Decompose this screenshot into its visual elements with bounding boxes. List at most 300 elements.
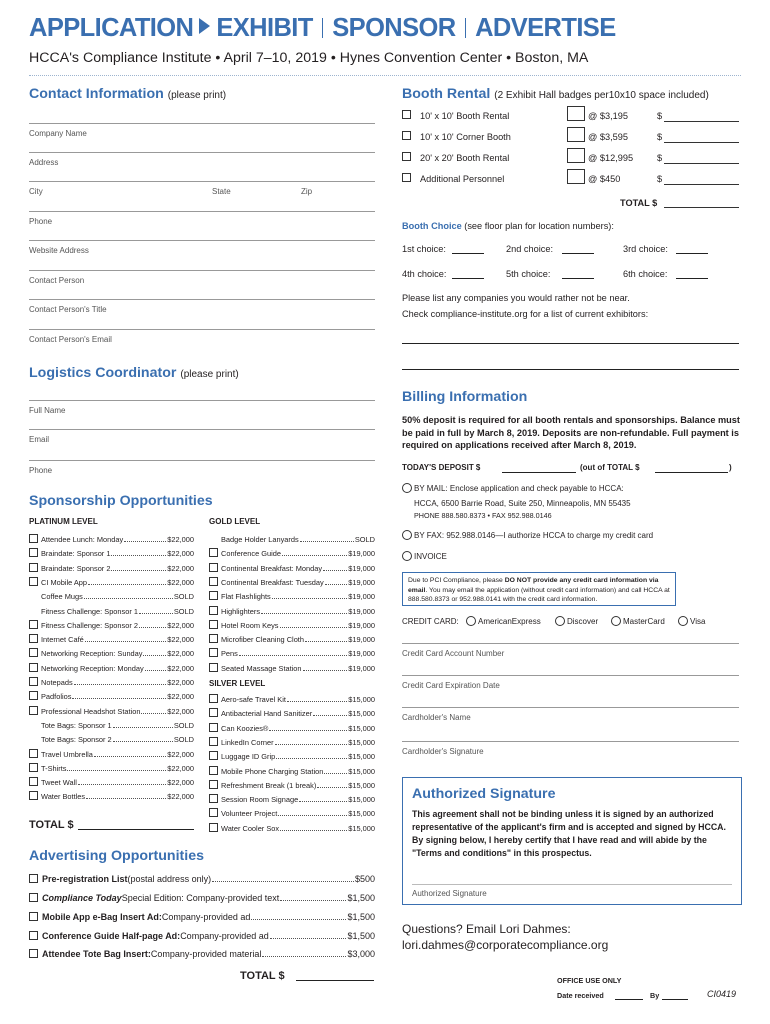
invoice-label: INVOICE: [414, 552, 447, 561]
sponsorship-checkbox[interactable]: [209, 634, 218, 643]
sponsorship-item: [221, 795, 375, 804]
sponsorship-item-price: $22,000: [167, 706, 194, 716]
sponsorship-item-price: $15,000: [348, 766, 375, 776]
sponsorship-item: [41, 564, 194, 573]
booth-near-text-1: Please list any companies you would rather not be near.: [402, 293, 630, 303]
sponsorship-checkbox[interactable]: [29, 663, 38, 672]
sponsorship-item-name: Fitness Challenge: Sponsor 2: [41, 620, 138, 630]
advertising-item-price: $1,500: [347, 912, 375, 922]
sponsorship-checkbox[interactable]: [29, 534, 38, 543]
booth-dollar-sign: $: [657, 132, 663, 142]
sponsorship-item-name: Continental Breakfast: Tuesday: [221, 577, 324, 587]
sponsorship-item-name: Water Cooler Sox: [221, 823, 280, 833]
sponsorship-item: [41, 792, 194, 801]
sponsorship-item-price: $15,000: [348, 723, 375, 733]
contact-person-s-title-label: Contact Person's Title: [29, 305, 107, 314]
sponsorship-checkbox[interactable]: [209, 663, 218, 672]
sponsorship-item: [41, 578, 194, 587]
sponsorship-item: [41, 778, 194, 787]
sponsorship-item: [41, 592, 194, 601]
sponsorship-item-name: Hotel Room Keys: [221, 620, 279, 630]
americanexpress-radio[interactable]: [466, 616, 476, 626]
address-field[interactable]: [29, 152, 375, 153]
arrow-right-icon: [199, 18, 210, 34]
sponsorship-item-name: Highlighters: [221, 606, 261, 616]
sponsorship-item-price: $22,000: [167, 549, 194, 559]
sponsorship-item: [221, 781, 375, 790]
sponsorship-item: [41, 635, 194, 644]
sponsorship-item-name: Volunteer Project: [221, 809, 278, 819]
advertising-item-bold: Attendee Tote Bag Insert:: [42, 949, 151, 959]
sponsorship-item: [221, 824, 375, 833]
cardholder-s-signature-label: Cardholder's Signature: [402, 747, 484, 756]
contact-person-s-email-field[interactable]: [29, 329, 375, 330]
sponsorship-checkbox[interactable]: [209, 823, 218, 832]
sponsorship-item: [221, 564, 375, 573]
sponsorship-item-name: Networking Reception: Sunday: [41, 649, 143, 659]
booth-amount-field[interactable]: [664, 142, 739, 143]
event-subtitle: HCCA's Compliance Institute • April 7–10, 2019 • Hynes Convention Center • Boston, MA: [29, 50, 589, 66]
booth-choice-label: 1st choice:: [402, 244, 446, 254]
sponsorship-item: [41, 549, 194, 558]
sponsorship-item: [41, 692, 194, 701]
sponsorship-checkbox[interactable]: [29, 577, 38, 586]
header-divider: [29, 75, 741, 76]
sponsorship-item: [221, 724, 375, 733]
sponsorship-checkbox[interactable]: [209, 694, 218, 703]
hcca-phone-fax: PHONE 888.580.8373 • FAX 952.988.0146: [414, 511, 552, 520]
sponsorship-checkbox[interactable]: [29, 749, 38, 758]
sponsorship-item-name: LinkedIn Corner: [221, 737, 274, 747]
phone-label: Phone: [29, 217, 53, 226]
advertising-item-desc: Company-provided ad: [180, 931, 269, 941]
sponsorship-total-label: TOTAL $: [29, 819, 74, 831]
sponsorship-item-price: $22,000: [167, 635, 194, 645]
booth-section-title: Booth Rental (2 Exhibit Hall badges per10x10 space included): [402, 86, 709, 102]
advertising-checkbox[interactable]: [29, 949, 38, 958]
signature-label: Authorized Signature: [412, 889, 487, 898]
cardholder-s-name-label: Cardholder's Name: [402, 713, 471, 722]
website-address-label: Website Address: [29, 246, 89, 255]
sponsorship-checkbox[interactable]: [209, 751, 218, 760]
booth-item-price: @ $12,995: [588, 153, 634, 163]
sponsorship-item: [221, 752, 375, 761]
sponsorship-item-name: Tote Bags: Sponsor 1: [41, 720, 112, 730]
sponsorship-item: [221, 549, 375, 558]
booth-quantity-box[interactable]: [567, 106, 585, 121]
logistics-full-name-field[interactable]: [29, 400, 375, 401]
sponsorship-item-price: $15,000: [348, 737, 375, 747]
sponsorship-item-name: Continental Breakfast: Monday: [221, 563, 323, 573]
contact-person-s-email-label: Contact Person's Email: [29, 335, 112, 344]
sponsorship-checkbox[interactable]: [209, 548, 218, 557]
sponsorship-item-price: $19,000: [348, 620, 375, 630]
near-field-1[interactable]: [402, 343, 739, 344]
sponsorship-item: [41, 535, 194, 544]
out-of-total-label: (out of TOTAL $: [580, 463, 640, 472]
date-received-label: Date received: [557, 991, 604, 1000]
logistics-phone-field[interactable]: [29, 460, 375, 461]
booth-amount-field[interactable]: [664, 184, 739, 185]
signature-title: Authorized Signature: [412, 786, 556, 802]
sponsorship-item: [41, 721, 194, 730]
sponsorship-item-name: Fitness Challenge: Sponsor 1: [41, 606, 138, 616]
sponsorship-checkbox[interactable]: [209, 577, 218, 586]
booth-dollar-sign: $: [657, 174, 663, 184]
advertising-item-bold: Mobile App e-Bag Insert Ad:: [42, 912, 162, 922]
near-field-2[interactable]: [402, 369, 739, 370]
booth-item-checkbox[interactable]: [402, 152, 411, 161]
booth-quantity-box[interactable]: [567, 169, 585, 184]
sponsorship-item-price: SOLD: [173, 735, 194, 745]
out-of-total-field[interactable]: [655, 472, 728, 473]
signature-field[interactable]: [412, 884, 732, 885]
sponsorship-item-price: SOLD: [354, 535, 375, 544]
sponsorship-item-price: $22,000: [167, 620, 194, 630]
credit-card-label: CREDIT CARD:: [402, 617, 459, 626]
sponsorship-item: [41, 735, 194, 744]
sponsorship-item: [41, 750, 194, 759]
sponsorship-item: [41, 649, 194, 658]
advertising-item-desc: Special Edition: Company-provided text: [121, 893, 280, 903]
advertising-item-bold: Conference Guide Half-page Ad:: [42, 931, 181, 941]
logistics-email-label: Email: [29, 435, 50, 444]
invoice-radio[interactable]: [402, 551, 412, 561]
sponsorship-checkbox[interactable]: [209, 808, 218, 817]
sponsorship-item-price: $15,000: [348, 809, 375, 819]
logistics-full-name-label: Full Name: [29, 406, 66, 415]
pay-by-mail-label: BY MAIL: Enclose application and check payable to HCCA:: [414, 484, 624, 493]
sponsorship-item: [41, 607, 194, 616]
sponsorship-item-name: Mobile Phone Charging Station: [221, 766, 324, 776]
out-of-total-close: ): [729, 463, 732, 472]
by-field[interactable]: [662, 999, 688, 1000]
sponsorship-checkbox[interactable]: [209, 606, 218, 615]
pay-by-fax-label: BY FAX: 952.988.0146—I authorize HCCA to charge my credit card: [414, 531, 654, 540]
visa-radio[interactable]: [678, 616, 688, 626]
logistics-phone-label: Phone: [29, 466, 53, 475]
discover-label: Discover: [567, 617, 599, 626]
advertising-checkbox[interactable]: [29, 874, 38, 883]
sponsorship-checkbox[interactable]: [209, 737, 218, 746]
booth-dollar-sign: $: [657, 111, 663, 121]
credit-card-expiration-date-field[interactable]: [402, 675, 739, 676]
booth-item-label: 20' x 20' Booth Rental: [420, 153, 510, 163]
cardholder-s-name-field[interactable]: [402, 707, 739, 708]
sponsorship-item: [221, 592, 375, 601]
americanexpress-label: AmericanExpress: [478, 617, 541, 626]
sponsorship-item: [221, 664, 375, 673]
advertising-item-desc: (postal address only): [127, 874, 212, 884]
booth-choice-label: 6th choice:: [623, 269, 668, 279]
sponsorship-checkbox[interactable]: [209, 780, 218, 789]
city-label: City: [29, 187, 43, 196]
sponsorship-item-price: $19,000: [348, 649, 375, 659]
credit-card-account-number-label: Credit Card Account Number: [402, 649, 505, 658]
sponsorship-item-name: Networking Reception: Monday: [41, 663, 144, 673]
sponsorship-item-name: Attendee Lunch: Monday: [41, 535, 124, 544]
sponsorship-item: [41, 678, 194, 687]
sponsorship-item-name: Padfolios: [41, 692, 72, 702]
sponsorship-section-title: Sponsorship Opportunities: [29, 493, 213, 509]
hcca-address: HCCA, 6500 Barrie Road, Suite 250, Minneapolis, MN 55435: [414, 499, 631, 508]
booth-total-label: TOTAL $: [620, 198, 658, 208]
silver-level-title: SILVER LEVEL: [209, 679, 266, 688]
sponsorship-item-price: $15,000: [348, 795, 375, 805]
advertising-item-bold: Pre-registration List: [42, 874, 128, 884]
mastercard-radio[interactable]: [611, 616, 621, 626]
credit-card-account-number-field[interactable]: [402, 643, 739, 644]
advertising-item: [42, 931, 375, 941]
sponsorship-item-name: Water Bottles: [41, 792, 86, 802]
sponsorship-item-price: $15,000: [348, 780, 375, 790]
contact-person-field[interactable]: [29, 270, 375, 271]
gold-level-title: GOLD LEVEL: [209, 517, 261, 526]
sponsorship-total-field[interactable]: [78, 829, 194, 830]
contact-section-title: Contact Information (please print): [29, 86, 227, 102]
billing-section-title: Billing Information: [402, 389, 528, 405]
logistics-email-field[interactable]: [29, 429, 375, 430]
sponsorship-item: [221, 767, 375, 776]
booth-choice-field[interactable]: [562, 278, 594, 279]
booth-choice-field[interactable]: [452, 278, 484, 279]
sponsorship-checkbox[interactable]: [209, 620, 218, 629]
sponsorship-item: [41, 764, 194, 773]
booth-amount-field[interactable]: [664, 121, 739, 122]
sponsorship-item-price: $22,000: [167, 749, 194, 759]
advertising-item-desc: Company-provided ad: [161, 912, 251, 922]
sponsorship-item-price: SOLD: [173, 720, 194, 730]
booth-item-checkbox[interactable]: [402, 110, 411, 119]
advertising-item: [42, 912, 375, 922]
advertising-item: [42, 893, 375, 903]
booth-amount-field[interactable]: [664, 163, 739, 164]
credit-card-expiration-date-label: Credit Card Expiration Date: [402, 681, 500, 690]
signature-terms: This agreement shall not be binding unless it is signed by an authorized representative of the applicant's firm and is accepted and signed by HCCA. By signing below, I hereby certify that I have read and will abide by the "Terms and conditions" in this prospectus.: [412, 809, 726, 858]
questions-line: Questions? Email Lori Dahmes:: [402, 922, 571, 936]
sponsorship-item: [221, 695, 375, 704]
sponsorship-item-price: SOLD: [173, 606, 194, 616]
sponsorship-checkbox[interactable]: [29, 791, 38, 800]
sponsorship-item-price: $22,000: [167, 535, 194, 544]
sponsorship-item-name: Microfiber Cleaning Cloth: [221, 635, 304, 645]
sponsorship-item-name: Seated Massage Station: [221, 663, 302, 673]
sponsorship-checkbox[interactable]: [209, 794, 218, 803]
sponsorship-item: [221, 738, 375, 747]
sponsorship-item-price: $15,000: [348, 823, 375, 833]
sponsorship-item: [41, 664, 194, 673]
sponsorship-item-name: Travel Umbrella: [41, 749, 93, 759]
sponsorship-item-name: Coffee Mugs: [41, 592, 83, 602]
company-name-field[interactable]: [29, 123, 375, 124]
sponsorship-item-price: $15,000: [348, 752, 375, 762]
sponsorship-item-price: $22,000: [167, 563, 194, 573]
sponsorship-checkbox[interactable]: [209, 766, 218, 775]
sponsorship-item-price: $22,000: [167, 663, 194, 673]
sponsorship-checkbox[interactable]: [29, 677, 38, 686]
sponsorship-item-name: Braindate: Sponsor 2: [41, 563, 111, 573]
sponsorship-item-name: Internet Café: [41, 635, 84, 645]
logistics-section-title: Logistics Coordinator (please print): [29, 365, 239, 381]
todays-deposit-field[interactable]: [502, 472, 576, 473]
sponsorship-item: [221, 621, 375, 630]
state-label: State: [212, 187, 231, 196]
sponsorship-item-name: Badge Holder Lanyards: [221, 535, 299, 544]
booth-total-field[interactable]: [664, 207, 739, 208]
questions-email[interactable]: lori.dahmes@corporatecompliance.org: [402, 938, 609, 952]
sponsorship-checkbox[interactable]: [29, 563, 38, 572]
advertising-checkbox[interactable]: [29, 912, 38, 921]
sponsorship-item-name: Pens: [221, 649, 238, 659]
visa-label: Visa: [690, 617, 706, 626]
booth-choice-field[interactable]: [562, 253, 594, 254]
zip-label: Zip: [301, 187, 313, 196]
pay-by-fax-radio[interactable]: [402, 530, 412, 540]
booth-quantity-box[interactable]: [567, 127, 585, 142]
sponsorship-item-price: $22,000: [167, 778, 194, 788]
booth-choice-field[interactable]: [676, 253, 708, 254]
advertising-item-desc: Company-provided material: [150, 949, 262, 959]
signature-box: [402, 777, 742, 905]
sponsorship-item-name: Professional Headshot Station: [41, 706, 141, 716]
sponsorship-item-name: Tote Bags: Sponsor 2: [41, 735, 112, 745]
sponsorship-checkbox[interactable]: [29, 777, 38, 786]
sponsorship-checkbox[interactable]: [29, 691, 38, 700]
sponsorship-item-name: Tweet Wall: [41, 778, 77, 788]
sponsorship-item-name: Braindate: Sponsor 1: [41, 549, 111, 559]
advertising-item-price: $3,000: [347, 949, 375, 959]
sponsorship-checkbox[interactable]: [29, 706, 38, 715]
advertising-section-title: Advertising Opportunities: [29, 848, 204, 864]
sponsorship-item-price: $22,000: [167, 692, 194, 702]
booth-quantity-box[interactable]: [567, 148, 585, 163]
sponsorship-item-price: $15,000: [348, 709, 375, 719]
booth-item-label: Additional Personnel: [420, 174, 505, 184]
sponsorship-item-price: $19,000: [348, 577, 375, 587]
address-label: Address: [29, 158, 59, 167]
sponsorship-item-price: $19,000: [348, 663, 375, 673]
advertising-item: [42, 949, 375, 959]
booth-choice-label: 3rd choice:: [623, 244, 668, 254]
sponsorship-item-price: $22,000: [167, 678, 194, 687]
sponsorship-item-price: $19,000: [348, 592, 375, 602]
sponsorship-item-name: Antibacterial Hand Sanitizer: [221, 709, 313, 719]
sponsorship-checkbox[interactable]: [29, 634, 38, 643]
booth-item-label: 10' x 10' Corner Booth: [420, 132, 511, 142]
by-label: By: [650, 991, 660, 1000]
sponsorship-checkbox[interactable]: [209, 723, 218, 732]
sponsorship-item-name: Notepads: [41, 678, 73, 687]
pci-notice: Due to PCI Compliance, please DO NOT provide any credit card information via email. You may email the application (without credit card information) and call HCCA at 888.580.8373 or 952.988.0141 with the credit card information.: [402, 572, 676, 606]
todays-deposit-label: TODAY'S DEPOSIT $: [402, 463, 481, 472]
contact-person-s-title-field[interactable]: [29, 299, 375, 300]
sponsorship-checkbox[interactable]: [29, 548, 38, 557]
sponsorship-item-price: $22,000: [167, 763, 194, 773]
sponsorship-item-price: $22,000: [167, 577, 194, 587]
advertising-item: [42, 874, 375, 884]
sponsorship-item-name: Can Koozies®: [221, 723, 269, 733]
platinum-level-title: PLATINUM LEVEL: [29, 517, 98, 526]
booth-choice-field[interactable]: [676, 278, 708, 279]
sponsorship-item-price: $22,000: [167, 649, 194, 659]
sponsorship-item: [221, 649, 375, 658]
booth-item-price: @ $3,595: [588, 132, 628, 142]
sponsorship-item-name: Luggage ID Grip: [221, 752, 276, 762]
advertising-total-label: TOTAL $: [240, 970, 285, 982]
cardholder-s-signature-field[interactable]: [402, 741, 739, 742]
sponsorship-item-price: $19,000: [348, 635, 375, 645]
pay-by-mail-radio[interactable]: [402, 483, 412, 493]
sponsorship-item: [221, 578, 375, 587]
booth-item-checkbox[interactable]: [402, 131, 411, 140]
advertising-item-price: $1,500: [347, 931, 375, 941]
sponsorship-item: [221, 635, 375, 644]
sponsorship-item-price: $22,000: [167, 792, 194, 802]
company-name-label: Company Name: [29, 129, 87, 138]
advertising-item-italic: Compliance Today: [42, 893, 122, 903]
booth-choice-title: Booth Choice (see floor plan for location numbers):: [402, 221, 614, 231]
contact-person-label: Contact Person: [29, 276, 85, 285]
booth-near-text-2: Check compliance-institute.org for a list of current exhibitors:: [402, 309, 649, 319]
date-received-field[interactable]: [615, 999, 643, 1000]
sponsorship-item-name: Refreshment Break (1 break): [221, 780, 317, 790]
sponsorship-item-name: CI Mobile App: [41, 577, 88, 587]
sponsorship-item-name: T-Shirts: [41, 763, 67, 773]
sponsorship-item: [221, 809, 375, 818]
mastercard-label: MasterCard: [623, 617, 665, 626]
sponsorship-checkbox[interactable]: [29, 620, 38, 629]
advertising-checkbox[interactable]: [29, 931, 38, 940]
booth-choice-label: 4th choice:: [402, 269, 447, 279]
sponsorship-checkbox[interactable]: [209, 648, 218, 657]
booth-item-label: 10' x 10' Booth Rental: [420, 111, 510, 121]
sponsorship-item-price: SOLD: [173, 592, 194, 602]
booth-item-price: @ $450: [588, 174, 621, 184]
phone-field[interactable]: [29, 211, 375, 212]
sponsorship-item-price: $19,000: [348, 606, 375, 616]
sponsorship-item: [221, 709, 375, 718]
sponsorship-item-name: Flat Flashlights: [221, 592, 271, 602]
sponsorship-item-price: $19,000: [348, 563, 375, 573]
website-address-field[interactable]: [29, 240, 375, 241]
advertising-total-field[interactable]: [296, 980, 374, 981]
booth-item-checkbox[interactable]: [402, 173, 411, 182]
discover-radio[interactable]: [555, 616, 565, 626]
sponsorship-item: [41, 707, 194, 716]
sponsorship-item-name: Conference Guide: [221, 549, 281, 559]
sponsorship-item-price: $15,000: [348, 695, 375, 704]
sponsorship-checkbox[interactable]: [29, 648, 38, 657]
sponsorship-item: [41, 621, 194, 630]
sponsorship-checkbox[interactable]: [209, 591, 218, 600]
advertising-checkbox[interactable]: [29, 893, 38, 902]
sponsorship-item-price: $19,000: [348, 549, 375, 559]
booth-choice-field[interactable]: [452, 253, 484, 254]
office-use-title: OFFICE USE ONLY: [557, 976, 622, 985]
deposit-note: 50% deposit is required for all booth rentals and sponsorships. Balance must be paid in full by March 8, 2019. Deposits are non-refundable. Full payment is required on applications received after March 8, 2019.: [402, 415, 740, 450]
page-title: APPLICATION EXHIBIT SPONSOR ADVERTISE: [29, 14, 616, 42]
sponsorship-checkbox[interactable]: [29, 763, 38, 772]
sponsorship-item: [221, 607, 375, 616]
city-field[interactable]: [29, 181, 375, 182]
form-code: CI0419: [707, 989, 737, 999]
booth-dollar-sign: $: [657, 153, 663, 163]
sponsorship-item: [221, 535, 375, 544]
sponsorship-item-name: Aero-safe Travel Kit: [221, 695, 286, 704]
sponsorship-checkbox[interactable]: [209, 708, 218, 717]
booth-item-price: @ $3,195: [588, 111, 628, 121]
sponsorship-checkbox[interactable]: [209, 563, 218, 572]
